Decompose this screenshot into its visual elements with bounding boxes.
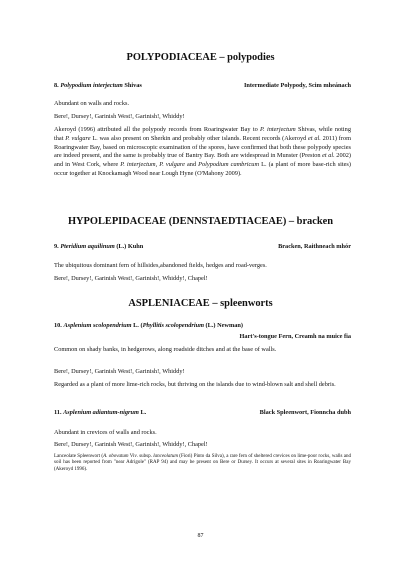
species-author: L.	[140, 409, 147, 416]
locality-list: Bere!, Dursey!, Garinish West!, Garinish!, Whiddy!	[54, 113, 185, 120]
habitat-text: The ubiquitous dominant fern of hillsides,abandoned fields, hedges and road-verges.	[54, 262, 267, 269]
species-footnote: Lanceolate Spleenwort (A. obovatum Viv. subsp. lanceolatum (Fiori) Pinto da Silva), a rare fern of sheltered crevices on lime-poor rocks, walls and soil has been reported from "near Adrigole" (RAP 94) and may be present on Bere or Dursey. It occurs at several sites in Roaringwater Bay (Akeroyd 1996).	[54, 454, 351, 472]
locality-list: Bere!, Dursey!, Garinish West!, Garinish!, Whiddy!	[54, 368, 185, 375]
page-number: 87	[197, 533, 204, 539]
species-heading-10: 10. Asplenium scolopendrium L. (Phyllitis scolopendrium (L.) Newman)	[54, 322, 243, 329]
species-synonym-author: (L.) Newman)	[205, 322, 243, 329]
species-author: (L.) Kuhn	[116, 243, 144, 250]
species-common-name: Bracken, Raithneach mhór	[278, 243, 351, 250]
species-notes-paragraph: Akeroyd (1996) attributed all the polypody records from Roaringwater Bay to P. interjectum Shivas, while noting that P. vulgare L. was also present on Sherkin and probably other islands. Recent records (Akeroyd et al. 2011) from Roaringwater Bay, based on microscopic examination of the spores, have confirmed that both these polypody species are indeed present, and the same is probably true of Bantry Bay. Both are widespread in Munster (Preston et al. 2002) and in West Cork, where P. interjectum, P. vulgare and Polypodium cambricum L. (a plant of more base-rich sites) occur together at Knockamagh Wood near Lough Hyne (O'Mahony 2009).	[54, 126, 352, 177]
species-heading-8	[54, 82, 351, 90]
species-notes-paragraph: Regarded as a plant of more lime-rich rocks, but thriving on the islands due to wind-blown salt and shell debris.	[54, 381, 336, 388]
locality-list: Bere!, Dursey!, Garinish West!, Garinish!, Whiddy!, Chapel!	[54, 441, 208, 448]
species-number: 8.	[54, 82, 59, 89]
habitat-text: Abundant on walls and rocks.	[54, 100, 130, 107]
species-author: L.	[133, 322, 139, 329]
habitat-text: Common on shady banks, in hedgerows, along roadside ditches and at the base of walls.	[54, 346, 277, 353]
species-number: 11.	[54, 409, 62, 416]
species-common-name: Hart's-tongue Fern, Creamh na muice fia	[239, 333, 351, 340]
species-common-name: Intermediate Polypody, Scim mheánach	[243, 82, 351, 89]
species-heading-11	[54, 409, 351, 417]
species-common-name: Black Spleenwort, Fionncha dubh	[259, 409, 351, 416]
species-latin-name: Pteridium aquilinum	[60, 243, 115, 250]
family-heading-hypolepidaceae: HYPOLEPIDACEAE (DENNSTAEDTIACEAE) – bracken	[67, 216, 334, 227]
species-latin-name: Asplenium scolopendrium	[63, 322, 132, 329]
species-synonym: Phyllitis scolopendrium	[142, 322, 204, 329]
habitat-text: Abundant in crevices of walls and rocks.	[54, 429, 157, 436]
species-heading-9	[54, 243, 351, 251]
locality-list: Bere!, Dursey!, Garinish West!, Garinish!, Whiddy!, Chapel!	[54, 275, 208, 282]
species-number: 9.	[54, 243, 59, 250]
species-number: 10.	[54, 322, 62, 329]
family-heading-aspleniaceae: ASPLENIACEAE – spleenworts	[128, 298, 273, 309]
species-author: Shivas	[124, 82, 142, 89]
species-latin-name: Polypodium interjectum	[60, 82, 123, 89]
species-latin-name: Asplenium adiantum-nigrum	[63, 409, 139, 416]
family-heading-polypodiaceae: POLYPODIACEAE – polypodies	[126, 52, 275, 63]
